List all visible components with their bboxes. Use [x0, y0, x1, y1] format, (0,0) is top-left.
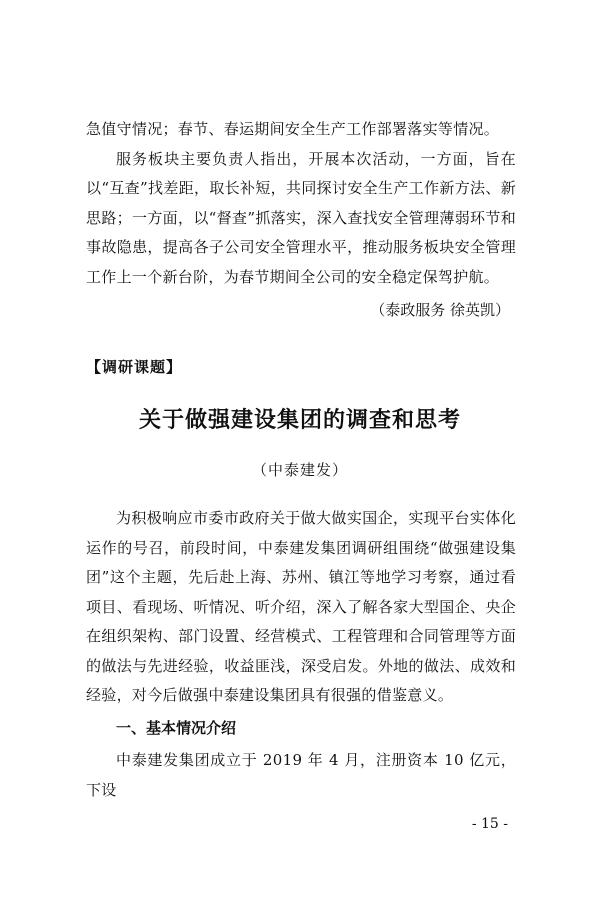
page-number: - 15 - — [471, 816, 508, 832]
article-source: （中泰建发） — [251, 461, 348, 479]
intro-paragraph: 为积极响应市委市政府关于做大做实国企，实现平台实体化运作的号召，前段时间，中泰建发集团调研组围绕“做强建设集团”这个主题，先后赴上海、苏州、镇江等地学习考察，通过看项目、看现场、听情况、听介绍，深入了解各家大型国企、央企在组织架构、部门设置、经营模式、工程管理和合同管理等方面的做法与先进经验，收益匪浅，深受启发。外地的做法、成效和经验，对今后做强中泰建设集团具有很强的借鉴意义。 — [86, 509, 516, 704]
paragraph-inspection-summary: 服务板块主要负责人指出，开展本次活动，一方面，旨在以“互查”找差距，取长补短，共同探讨安全生产工作新方法、新思路；一方面，以“督查”抓落实，深入查找安全管理薄弱环节和事故隐患，提高各子公司安全管理水平，推动服务板块安全管理工作上一个新台阶，为春节期间全公司的安全稳定保驾护航。 — [86, 149, 516, 286]
continuation-text — [86, 115, 516, 292]
section-heading-basic-info: 一、基本情况介绍 — [116, 719, 237, 737]
basic-info-text — [86, 746, 516, 805]
continuation-line: 急值守情况；春节、春运期间安全生产工作部署落实等情况。 — [86, 120, 500, 138]
basic-info-paragraph: 中泰建发集团成立于 2019 年 4 月，注册资本 10 亿元，下设 — [86, 751, 516, 799]
article-intro — [86, 504, 516, 711]
article-title: 关于做强建设集团的调查和思考 — [138, 407, 461, 433]
author-byline: （泰政服务 徐英凯） — [370, 301, 510, 319]
section-tag: 【调研课题】 — [86, 358, 183, 376]
